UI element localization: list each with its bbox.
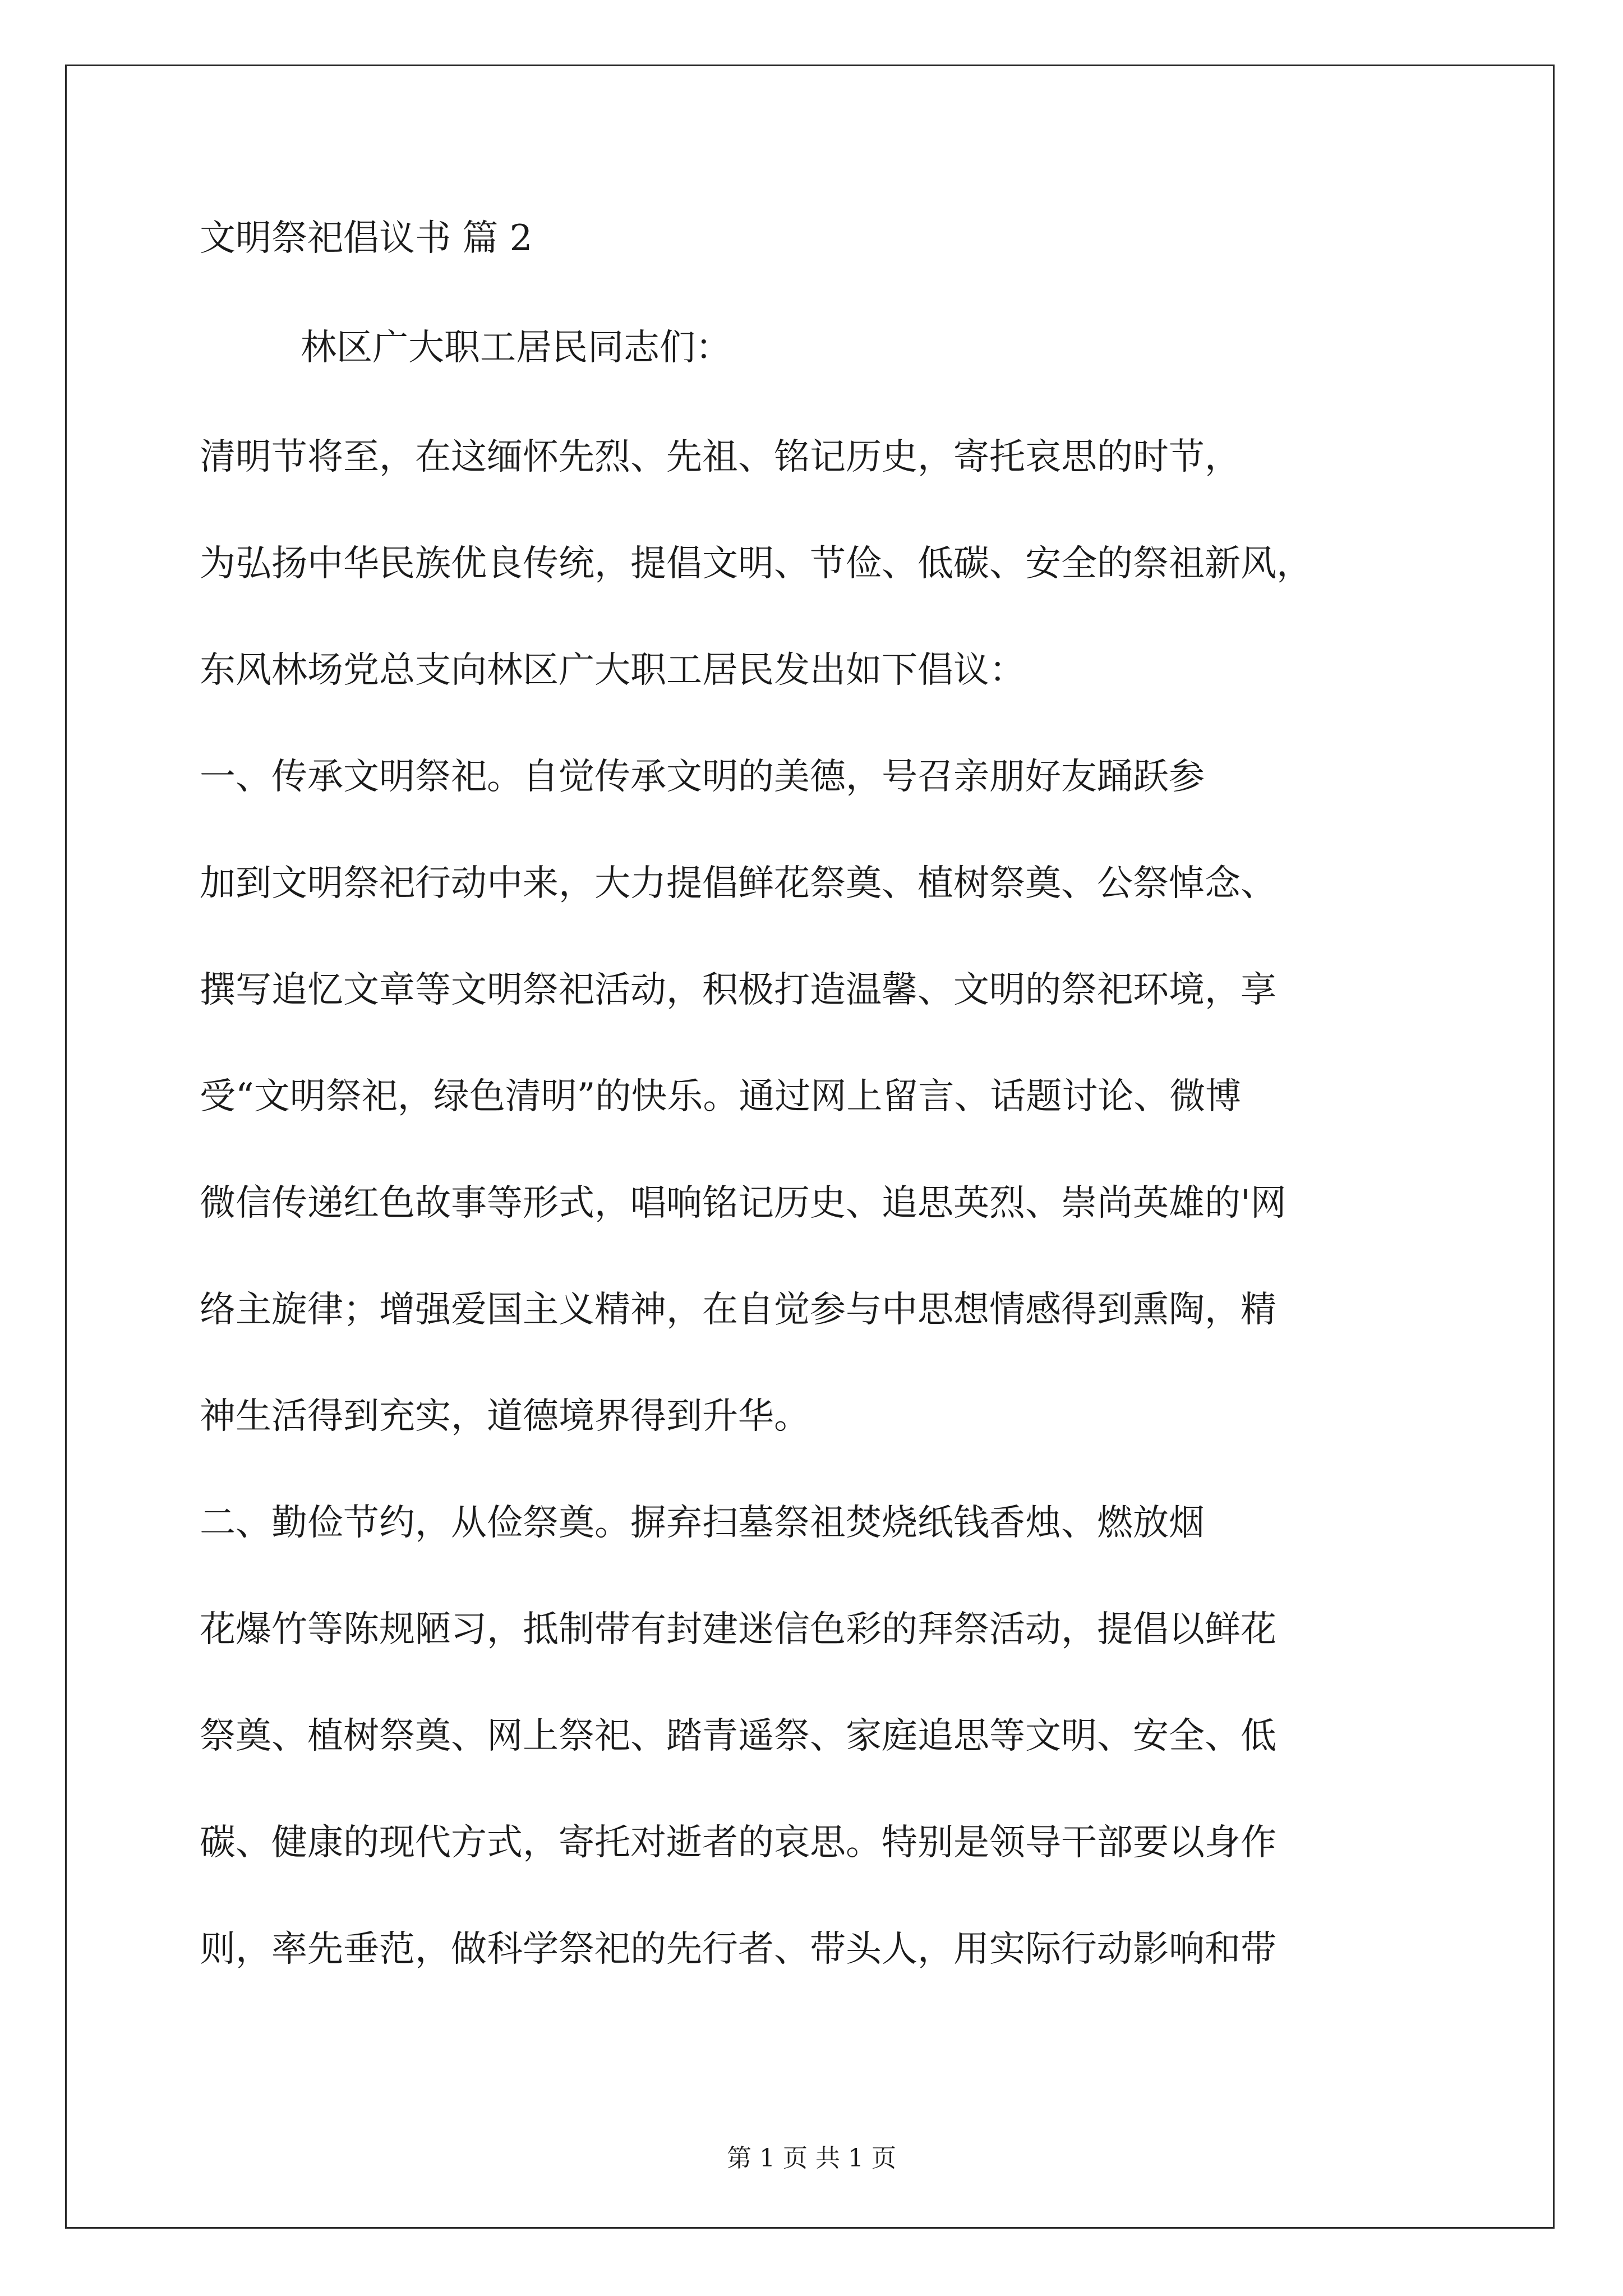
paragraph-line: 微信传递红色故事等形式，唱响铭记历史、追思英烈、崇尚英雄的'网 <box>200 1182 1287 1224</box>
paragraph-line: 二、勤俭节约，从俭祭奠。摒弃扫墓祭祖焚烧纸钱香烛、燃放烟 <box>200 1502 1205 1544</box>
paragraph-line: 祭奠、植树祭奠、网上祭祀、踏青遥祭、家庭追思等文明、安全、低 <box>200 1715 1276 1757</box>
paragraph-line: 加到文明祭祀行动中来，大力提倡鲜花祭奠、植树祭奠、公祭悼念、 <box>200 863 1276 904</box>
page-footer: 第 1 页 共 1 页 <box>727 2144 896 2173</box>
paragraph-line: 络主旋律；增强爱国主义精神，在自觉参与中思想情感得到熏陶，精 <box>200 1289 1276 1331</box>
paragraph-line: 受“文明祭祀，绿色清明”的快乐。通过网上留言、话题讨论、微博 <box>200 1076 1242 1117</box>
paragraph-line: 神生活得到充实，道德境界得到升华。 <box>200 1396 810 1437</box>
paragraph-line: 一、传承文明祭祀。自觉传承文明的美德，号召亲朋好友踊跃参 <box>200 756 1205 798</box>
paragraph-line: 花爆竹等陈规陋习，抵制带有封建迷信色彩的拜祭活动，提倡以鲜花 <box>200 1609 1276 1650</box>
paragraph-line: 东风林场党总支向林区广大职工居民发出如下倡议： <box>200 650 1025 691</box>
page-border <box>65 65 1555 2229</box>
paragraph-line: 则，率先垂范，做科学祭祀的先行者、带头人，用实际行动影响和带 <box>200 1929 1276 1970</box>
salutation: 林区广大职工居民同志们： <box>301 327 731 369</box>
paragraph-line: 清明节将至，在这缅怀先烈、先祖、铭记历史，寄托哀思的时节， <box>200 436 1241 478</box>
paragraph-line: 碳、健康的现代方式，寄托对逝者的哀思。特别是领导干部要以身作 <box>200 1822 1276 1864</box>
paragraph-line: 撰写追忆文章等文明祭祀活动，积极打造温馨、文明的祭祀环境，享 <box>200 969 1276 1011</box>
paragraph-line: 为弘扬中华民族优良传统，提倡文明、节俭、低碳、安全的祭祖新风， <box>200 543 1312 585</box>
document-title: 文明祭祀倡议书 篇 2 <box>200 218 533 259</box>
